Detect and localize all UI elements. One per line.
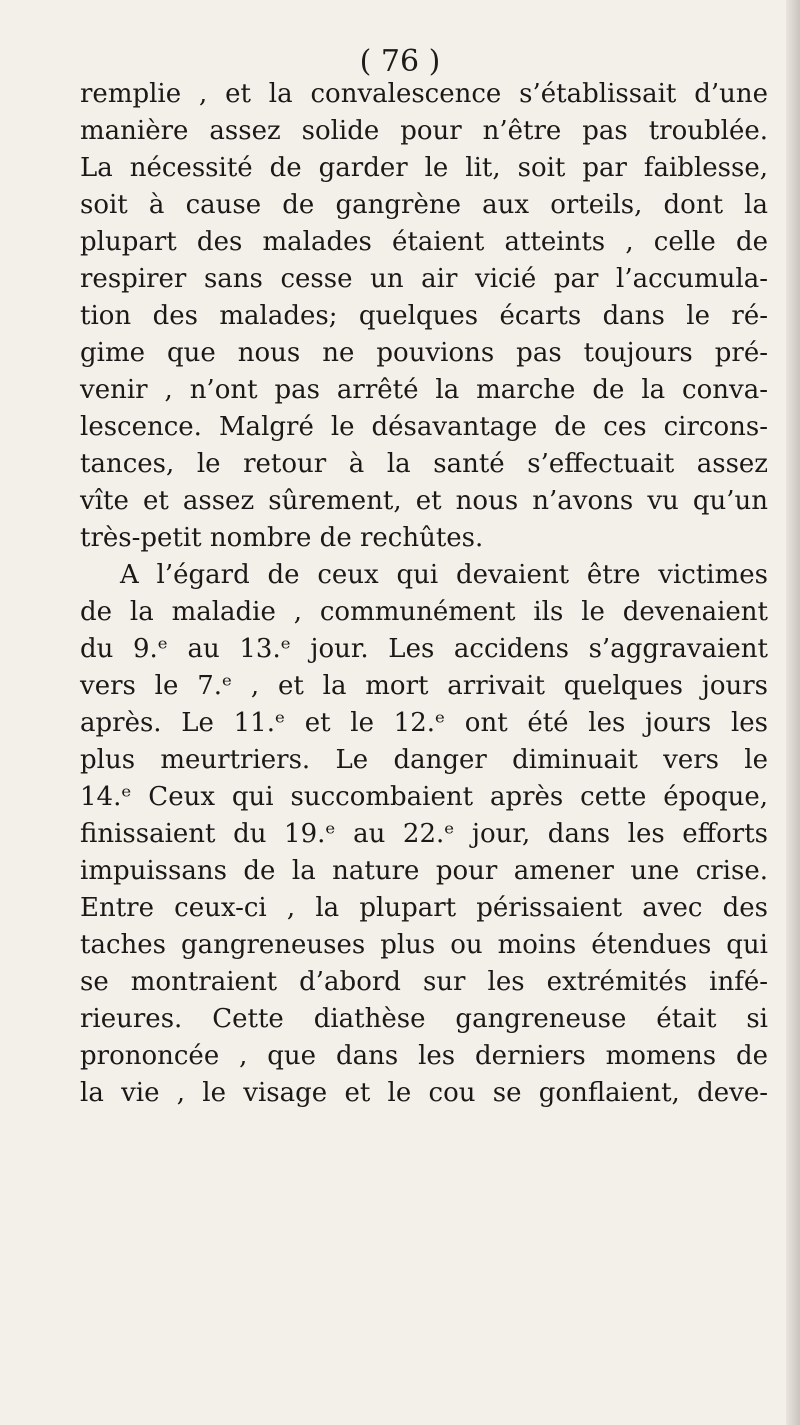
page-number: ( 76 ) xyxy=(359,44,441,79)
text-line: venir , n’ont pas arrêté la marche de la conva- xyxy=(80,375,768,405)
text-line: lescence. Malgré le désavantage de ces circons- xyxy=(80,412,768,442)
text-line: finissaient du 19.ᵉ au 22.ᵉ jour, dans les efforts xyxy=(80,819,768,849)
text-line: respirer sans cesse un air vicié par l’accumula- xyxy=(80,264,768,294)
text-line: impuissans de la nature pour amener une crise. xyxy=(80,856,768,886)
text-line: tion des malades; quelques écarts dans le ré- xyxy=(80,301,768,331)
text-line: Entre ceux-ci , la plupart périssaient avec des xyxy=(80,893,768,923)
text-line: rieures. Cette diathèse gangreneuse était si xyxy=(80,1004,768,1034)
text-line: taches gangreneuses plus ou moins étendues qui xyxy=(80,930,768,960)
text-line: du 9.ᵉ au 13.ᵉ jour. Les accidens s’aggravaient xyxy=(80,634,768,664)
text-line: prononcée , que dans les derniers momens de xyxy=(80,1041,768,1071)
text-line: La nécessité de garder le lit, soit par faiblesse, xyxy=(80,153,768,183)
paragraph-end-line: très-petit nombre de rechûtes. xyxy=(80,523,484,553)
body-text xyxy=(80,76,768,1112)
text-line: se montraient d’abord sur les extrémités infé- xyxy=(80,967,768,997)
text-line: 14.ᵉ Ceux qui succombaient après cette époque, xyxy=(80,782,768,812)
text-line: gime que nous ne pouvions pas toujours pré- xyxy=(80,338,768,368)
page-edge-shadow xyxy=(786,0,800,1425)
text-line: plus meurtriers. Le danger diminuait vers le xyxy=(80,745,768,775)
text-line: de la maladie , communément ils le devenaient xyxy=(80,597,768,627)
text-line: vîte et assez sûrement, et nous n’avons vu qu’un xyxy=(80,486,768,516)
text-line: plupart des malades étaient atteints , celle de xyxy=(80,227,768,257)
text-line: manière assez solide pour n’être pas troublée. xyxy=(80,116,768,146)
text-line: la vie , le visage et le cou se gonflaient, deve- xyxy=(80,1078,768,1108)
text-line: remplie , et la convalescence s’établissait d’une xyxy=(80,79,768,109)
text-line: tances, le retour à la santé s’effectuait assez xyxy=(80,449,768,479)
text-line: après. Le 11.ᵉ et le 12.ᵉ ont été les jours les xyxy=(80,708,768,738)
text-line: vers le 7.ᵉ , et la mort arrivait quelques jours xyxy=(80,671,768,701)
text-line: soit à cause de gangrène aux orteils, dont la xyxy=(80,190,768,220)
paragraph-start-line: A l’égard de ceux qui devaient être victimes xyxy=(120,560,768,590)
